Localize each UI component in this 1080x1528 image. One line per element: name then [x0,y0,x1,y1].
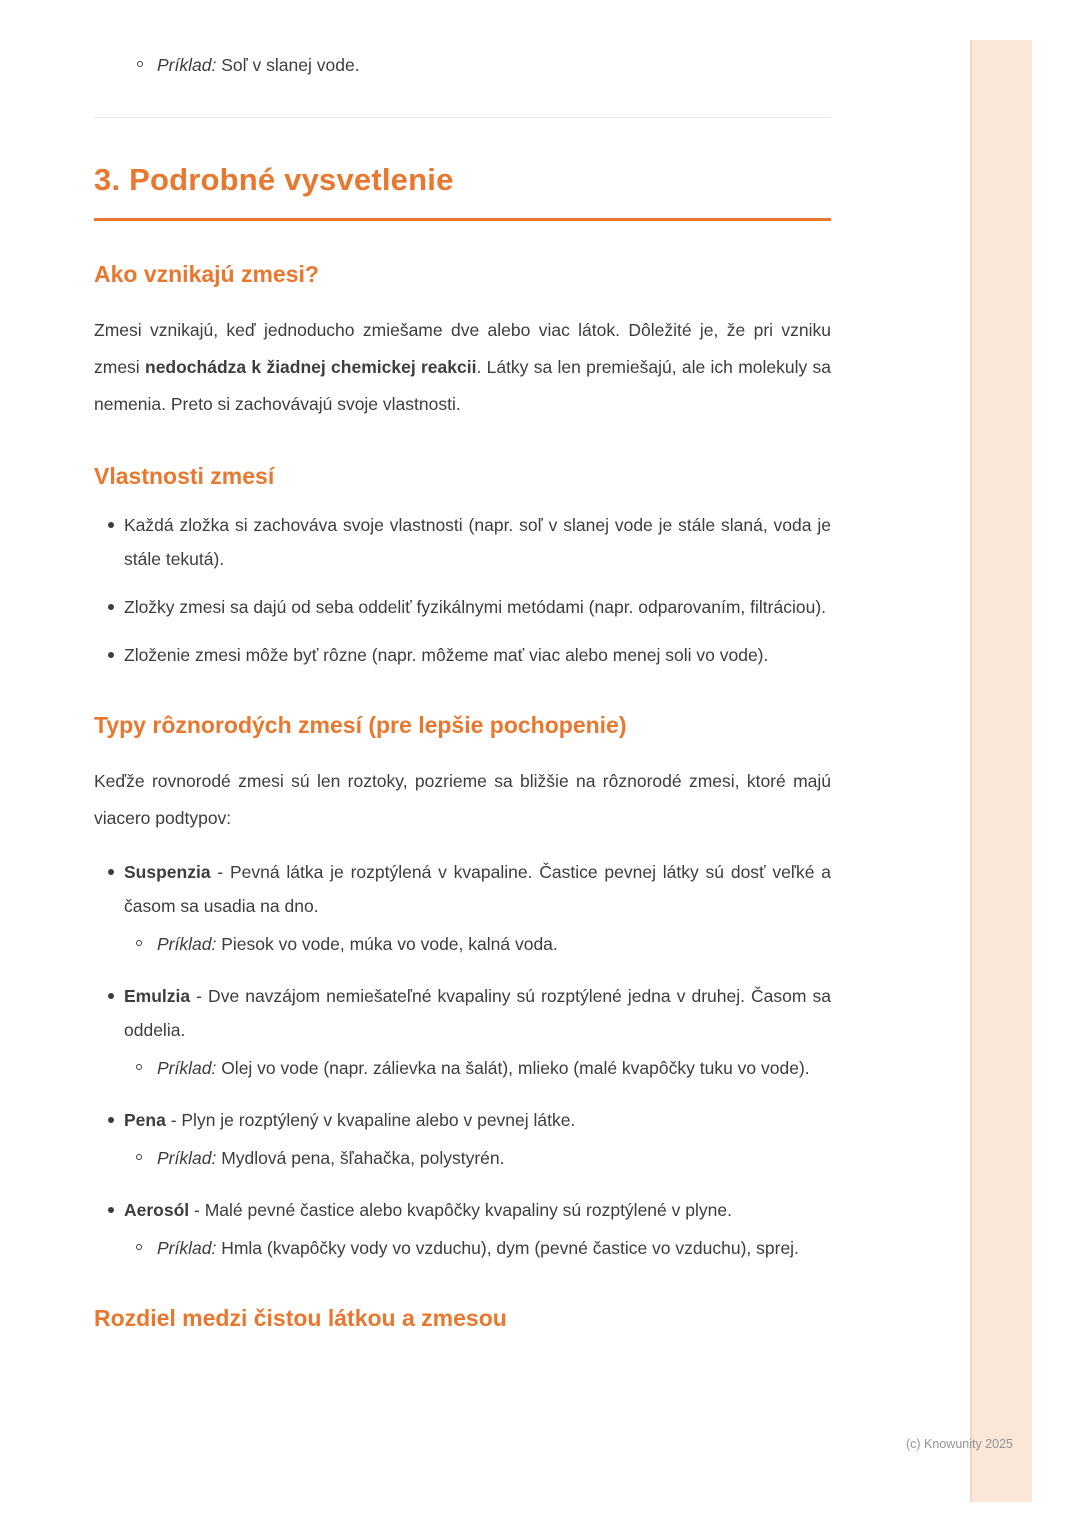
example-text: Piesok vo vode, múka vo vode, kalná voda. [216,934,558,954]
subheading-ako: Ako vznikajú zmesi? [94,261,319,287]
example-label: Príklad: [157,55,217,75]
section-heading: 3. Podrobné vysvetlenie [94,162,831,221]
list-item [94,1193,831,1265]
example-sublist [124,1141,831,1175]
list-item-text: Každá zložka si zachováva svoje vlastnosti (napr. soľ v slanej vode je stále slaná, voda je stále tekutá). [124,515,831,569]
paragraph-bold-part: nedochádza k žiadnej chemickej reakcii [145,357,477,377]
subheading-vlastnosti: Vlastnosti zmesí [94,463,275,489]
list-item [94,638,831,672]
list-item [124,1141,831,1175]
subheading-rozdiel: Rozdiel medzi čistou látkou a zmesou [94,1305,507,1331]
list-item-text: Zložky zmesi sa dajú od seba oddeliť fyzikálnymi metódami (napr. odparovaním, filtráciou). [124,597,827,617]
list-item [124,927,831,961]
bullet-circle-icon [136,1154,142,1160]
example-sublist [124,927,831,961]
list-item [94,508,831,576]
bullet-disc-icon [108,993,114,999]
example-text: Hmla (kvapôčky vody vo vzduchu), dym (pevné častice vo vzduchu), sprej. [216,1238,799,1258]
type-desc: - Pevná látka je rozptýlená v kvapaline. Častice pevnej látky sú dosť veľké a časom sa usadia na dno. [124,862,831,916]
bullet-circle-icon [136,1244,142,1250]
list-item [94,855,831,961]
example-sublist [124,1231,831,1265]
list-item [94,50,831,80]
top-example-list [94,50,831,80]
list-item-text: Zloženie zmesi môže byť rôzne (napr. môžeme mať viac alebo menej soli vo vode). [124,645,769,665]
bullet-disc-icon [108,604,114,610]
example-text: Soľ v slanej vode. [216,55,360,75]
bullet-disc-icon [108,869,114,875]
paragraph-part: . Látky sa len premiešajú, ale ich molekuly sa nemenia. Preto si zachovávajú svoje vlastnosti. [94,357,832,414]
bullet-circle-icon [137,61,143,67]
divider [94,117,831,118]
example-sublist [124,1051,831,1085]
type-desc: - Malé pevné častice alebo kvapôčky kvapaliny sú rozptýlené v plyne. [189,1200,732,1220]
document-content [94,0,831,1332]
bullet-circle-icon [136,1064,142,1070]
list-item [124,1051,831,1085]
example-label: Príklad: [157,1058,217,1078]
type-desc: - Dve navzájom nemiešateľné kvapaliny sú rozptýlené jedna v druhej. Časom sa oddelia. [124,986,831,1040]
example-text: Olej vo vode (napr. zálievka na šalát), mlieko (malé kvapôčky tuku vo vode). [216,1058,810,1078]
type-term: Aerosól [124,1200,190,1220]
example-text: Mydlová pena, šľahačka, polystyrén. [216,1148,505,1168]
bullet-circle-icon [136,940,142,946]
vlastnosti-list [94,508,831,672]
type-term: Emulzia [124,986,191,1006]
type-term: Suspenzia [124,862,211,882]
bullet-disc-icon [108,652,114,658]
typy-list [94,855,831,1265]
bullet-disc-icon [108,1117,114,1123]
list-item [124,1231,831,1265]
list-item [94,590,831,624]
example-label: Príklad: [157,1148,217,1168]
type-term: Pena [124,1110,166,1130]
bullet-disc-icon [108,522,114,528]
example-label: Príklad: [157,1238,217,1258]
list-item [94,1103,831,1175]
paragraph-part: Zmesi vznikajú, keď jednoducho zmiešame dve alebo viac látok. Dôležité je, že pri vzniku zmesi [94,320,831,377]
type-desc: - Plyn je rozptýlený v kvapaline alebo v pevnej látke. [165,1110,576,1130]
decorative-side-strip [970,40,1032,1502]
paragraph-ako [94,312,831,423]
subheading-typy: Typy rôznorodých zmesí (pre lepšie pochopenie) [94,712,627,738]
bullet-disc-icon [108,1207,114,1213]
paragraph-typy-intro: Keďže rovnorodé zmesi sú len roztoky, pozrieme sa bližšie na rôznorodé zmesi, ktoré majú viacero podtypov: [94,771,831,828]
list-item [94,979,831,1085]
example-label: Príklad: [157,934,217,954]
copyright-note: (c) Knowunity 2025 [906,1437,1014,1451]
